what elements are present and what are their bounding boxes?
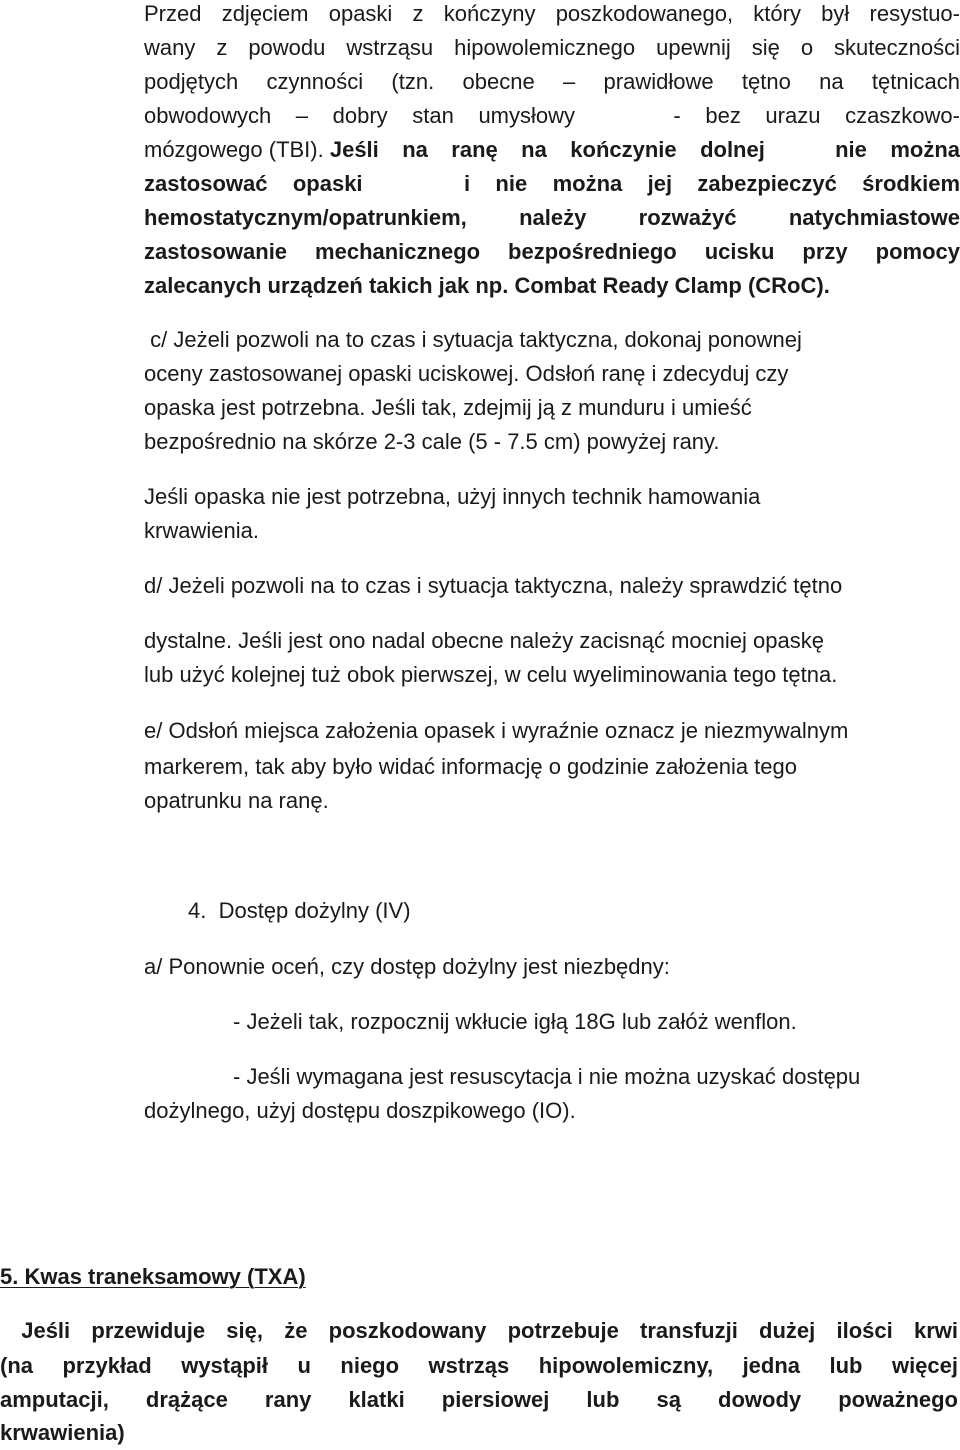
text-line-bold: (na przykład wystąpił u niego wstrząs hipowolemiczny, jedna lub więcej bbox=[0, 1353, 958, 1378]
text-line: a/ Ponownie oceń, czy dostęp dożylny jest niezbędny: bbox=[144, 954, 670, 979]
text-line: bezpośrednio na skórze 2-3 cale (5 - 7.5 cm) powyżej rany. bbox=[144, 429, 720, 454]
text-line: wany z powodu wstrząsu hipowolemicznego upewnij się o skuteczności bbox=[144, 35, 960, 60]
text-line: d/ Jeżeli pozwoli na to czas i sytuacja taktyczna, należy sprawdzić tętno bbox=[144, 573, 843, 598]
list-item: - Jeśli wymagana jest resuscytacja i nie można uzyskać dostępu bbox=[233, 1064, 861, 1089]
section-heading: 5. Kwas traneksamowy (TXA) bbox=[0, 1264, 306, 1289]
text-line-bold: amputacji, drążące rany klatki piersiowej lub są dowody poważnego bbox=[0, 1387, 958, 1412]
text-line: opaska jest potrzebna. Jeśli tak, zdejmij ją z munduru i umieść bbox=[144, 395, 752, 420]
text-line: e/ Odsłoń miejsca założenia opasek i wyraźnie oznacz je niezmywalnym bbox=[144, 718, 849, 743]
text-line: oceny zastosowanej opaski uciskowej. Odsłoń ranę i zdecyduj czy bbox=[144, 361, 789, 386]
text-normal: mózgowego (TBI). bbox=[144, 137, 330, 162]
text-line-bold: krwawienia) bbox=[0, 1420, 125, 1445]
text-line: markerem, tak aby było widać informację o godzinie założenia tego bbox=[144, 754, 797, 779]
text-line: dystalne. Jeśli jest ono nadal obecne należy zacisnąć mocniej opaskę bbox=[144, 628, 824, 653]
text-line: dożylnego, użyj dostępu doszpikowego (IO). bbox=[144, 1098, 576, 1123]
text-line: c/ Jeżeli pozwoli na to czas i sytuacja taktyczna, dokonaj ponownej bbox=[144, 327, 802, 352]
text-line: podjętych czynności (tzn. obecne – prawidłowe tętno na tętnicach bbox=[144, 69, 960, 94]
text-line: Jeśli opaska nie jest potrzebna, użyj innych technik hamowania bbox=[144, 484, 761, 509]
text-line: Przed zdjęciem opaski z kończyny poszkodowanego, który był resystuo- bbox=[144, 1, 960, 26]
list-item: - Jeżeli tak, rozpocznij wkłucie igłą 18G lub załóż wenflon. bbox=[233, 1009, 797, 1034]
text-line: obwodowych – dobry stan umysłowy - bez urazu czaszkowo- bbox=[144, 103, 960, 128]
text-line-bold: hemostatycznym/opatrunkiem, należy rozważyć natychmiastowe bbox=[144, 205, 960, 230]
text-line-bold: Jeśli przewiduje się, że poszkodowany potrzebuje transfuzji dużej ilości krwi bbox=[0, 1318, 958, 1343]
text-line-bold: zastosować opaski i nie można jej zabezpieczyć środkiem bbox=[144, 171, 960, 196]
text-line: opatrunku na ranę. bbox=[144, 788, 329, 813]
text-line: krwawienia. bbox=[144, 518, 259, 543]
text-line-bold: zastosowanie mechanicznego bezpośredniego ucisku przy pomocy bbox=[144, 239, 960, 264]
text-line-bold: zalecanych urządzeń takich jak np. Combat Ready Clamp (CRoC). bbox=[144, 273, 830, 298]
text-line: lub użyć kolejnej tuż obok pierwszej, w celu wyeliminowania tego tętna. bbox=[144, 662, 838, 687]
text-bold: Jeśli na ranę na kończynie dolnej nie można bbox=[329, 137, 960, 162]
section-heading: 4. Dostęp dożylny (IV) bbox=[188, 898, 411, 923]
text-line-mixed bbox=[144, 133, 960, 167]
